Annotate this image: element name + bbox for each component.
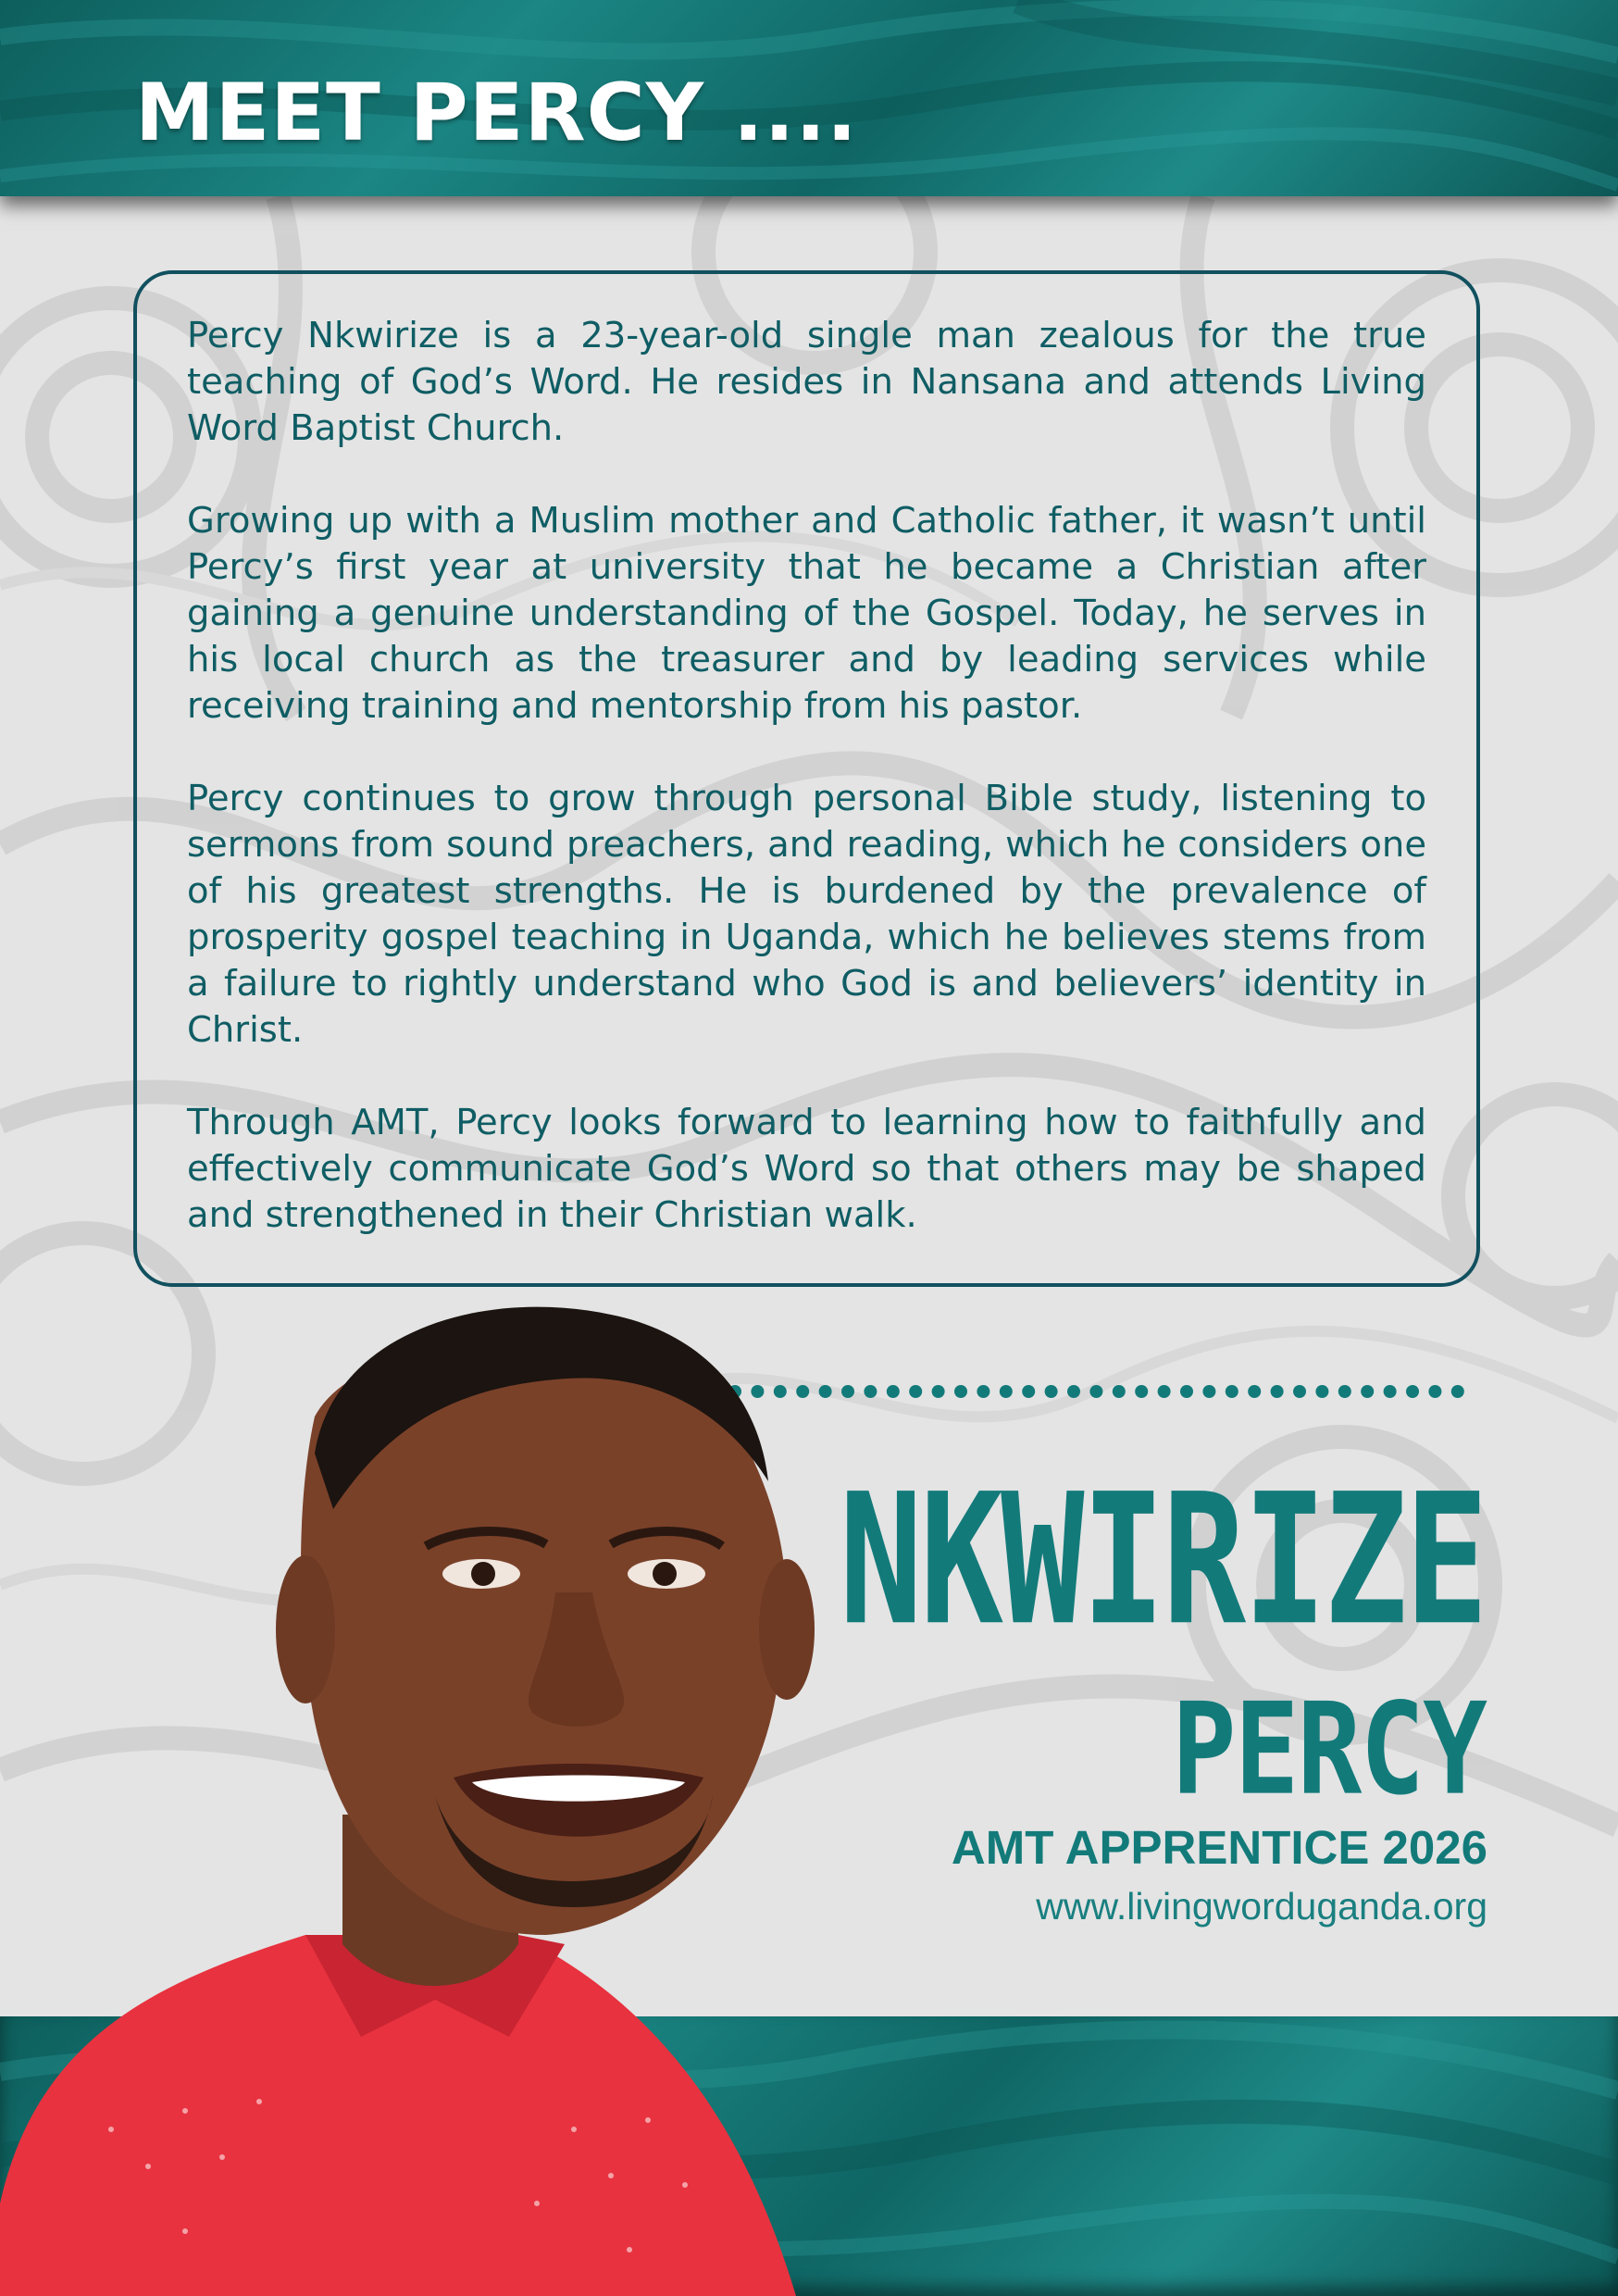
- divider-dot: [1384, 1385, 1397, 1398]
- bio-paragraph: Percy Nkwirize is a 23-year-old single man zealous for the true teaching of God’s Word. He resides in Nansana and attends Living Word Baptist Church.: [187, 315, 1426, 449]
- divider-dot: [1135, 1385, 1148, 1398]
- header-banner: [0, 0, 1618, 196]
- divider-dot: [1248, 1385, 1261, 1398]
- portrait-photo: [0, 1296, 833, 2296]
- divider-dot: [841, 1385, 854, 1398]
- bio-paragraph: Growing up with a Muslim mother and Catholic father, it wasn’t until Percy’s first year at university that he became a Christian after gaining a genuine understanding of the Gospel. Today, he serves in his local church as the treasurer and by leading services while receiving training and mentorship from his pastor.: [187, 500, 1426, 727]
- divider-dot: [1315, 1385, 1328, 1398]
- divider-dot: [1361, 1385, 1374, 1398]
- divider-dot: [1271, 1385, 1284, 1398]
- divider-dot: [1113, 1385, 1126, 1398]
- page-title: MEET PERCY ....: [135, 67, 858, 159]
- divider-dot: [1158, 1385, 1171, 1398]
- surname: NKWIRIZE: [839, 1455, 1486, 1666]
- divider-dot: [1089, 1385, 1102, 1398]
- role-title: AMT APPRENTICE 2026: [951, 1821, 1487, 1874]
- first-name: PERCY: [1171, 1676, 1486, 1824]
- dotted-divider: [728, 1382, 1477, 1401]
- divider-dot: [1180, 1385, 1193, 1398]
- divider-dot: [1406, 1385, 1419, 1398]
- divider-dot: [1202, 1385, 1215, 1398]
- divider-dot: [1000, 1385, 1013, 1398]
- divider-dot: [1022, 1385, 1035, 1398]
- divider-dot: [1067, 1385, 1080, 1398]
- divider-dot: [1226, 1385, 1238, 1398]
- divider-dot: [1338, 1385, 1351, 1398]
- divider-dot: [909, 1385, 922, 1398]
- divider-dot: [977, 1385, 989, 1398]
- bio-paragraph: Through AMT, Percy looks forward to learning how to faithfully and effectively communicate God’s Word so that others may be shaped and strengthened in their Christian walk.: [187, 1102, 1426, 1236]
- divider-dot: [1451, 1385, 1464, 1398]
- divider-dot: [954, 1385, 967, 1398]
- divider-dot: [1045, 1385, 1058, 1398]
- bio-paragraph: Percy continues to grow through personal Bible study, listening to sermons from sound preachers, and reading, which he considers one of his greatest strengths. He is burdened by the prevalence of prosperity gospel teaching in Uganda, which he believes stems from a failure to rightly understand who God is and believers’ identity in Christ.: [187, 778, 1426, 1051]
- divider-dot: [1293, 1385, 1306, 1398]
- divider-dot: [864, 1385, 877, 1398]
- divider-dot: [932, 1385, 945, 1398]
- divider-dot: [1428, 1385, 1441, 1398]
- bio-box: [133, 270, 1480, 1287]
- divider-dot: [887, 1385, 900, 1398]
- website-link[interactable]: www.livingworduganda.org: [1036, 1885, 1487, 1928]
